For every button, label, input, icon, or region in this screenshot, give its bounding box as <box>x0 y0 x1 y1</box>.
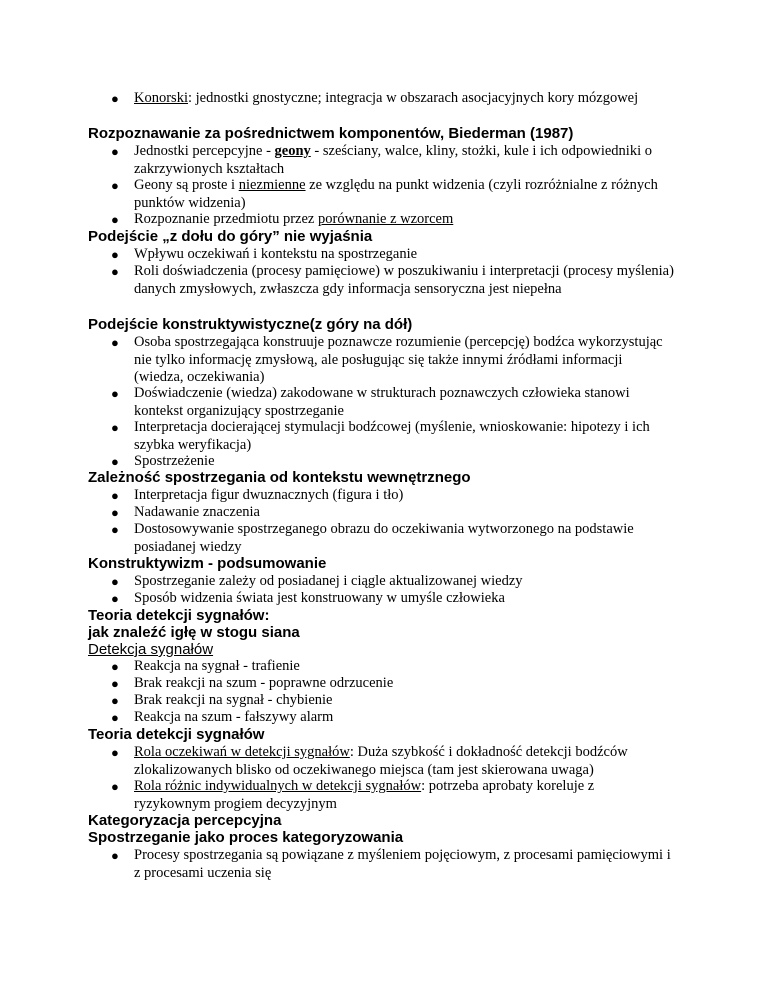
list-item-text: Reakcja na sygnał - trafienie <box>134 658 300 674</box>
section-heading: Teoria detekcji sygnałów: <box>88 607 270 624</box>
bullet-icon: ● <box>111 676 119 691</box>
list-item <box>134 143 674 178</box>
section-heading: Zależność spostrzegania od kontekstu wewnętrznego <box>88 469 471 486</box>
section-heading: Podejście „z dołu do góry” nie wyjaśnia <box>88 228 373 245</box>
underlined-term: niezmienne <box>238 177 306 193</box>
list-item <box>134 177 674 212</box>
list-item <box>134 504 674 522</box>
bullet-icon: ● <box>111 659 119 674</box>
underlined-term: Rola oczekiwań w detekcji sygnałów <box>134 744 350 760</box>
bullet-icon: ● <box>111 91 119 106</box>
list-item <box>134 487 674 505</box>
bullet-icon: ● <box>111 522 119 537</box>
list-item-text: Rozpoznanie przedmiotu przez <box>134 211 318 227</box>
list-item <box>134 692 674 710</box>
list-item <box>134 675 674 693</box>
bullet-icon: ● <box>111 144 119 159</box>
underlined-term: Rola różnic indywidualnych w detekcji sygnałów <box>134 778 422 794</box>
list-item-text: Geony są proste i <box>134 177 239 193</box>
list-item <box>134 658 674 676</box>
list-item <box>134 590 674 608</box>
list-item-text: : potrzeba aprobaty koreluje z ryzykownym progiem decyzyjnym <box>134 778 595 812</box>
bullet-icon: ● <box>111 178 119 193</box>
list-item-text: Wpływu oczekiwań i kontekstu na spostrzeganie <box>134 246 418 262</box>
list-item-text: Spostrzeżenie <box>134 453 215 469</box>
list-item-text: : Duża szybkość i dokładność detekcji bodźców zlokalizowanych blisko od oczekiwanego miejsca (tam jest skierowana uwaga) <box>134 744 628 778</box>
bullet-icon: ● <box>111 264 119 279</box>
section-heading: Spostrzeganie jako proces kategoryzowania <box>88 829 404 846</box>
list-item <box>134 90 674 108</box>
bullet-icon: ● <box>111 505 119 520</box>
list-item <box>134 744 674 779</box>
bullet-icon: ● <box>111 848 119 863</box>
list-item-text: ze względu na punkt widzenia (czyli rozróżnialne z różnych punktów widzenia) <box>134 177 658 211</box>
bullet-icon: ● <box>111 591 119 606</box>
list-item <box>134 211 674 229</box>
bullet-icon: ● <box>111 574 119 589</box>
bullet-icon: ● <box>111 693 119 708</box>
list-item <box>134 419 674 454</box>
list-item-text: Roli doświadczenia (procesy pamięciowe) w poszukiwaniu i interpretacji (procesy myślenia) danych zmysłowych, zwłaszcza gdy informacja sensoryczna jest niepełna <box>134 263 674 297</box>
section-heading: Konstruktywizm - podsumowanie <box>88 555 327 572</box>
list-item <box>134 573 674 591</box>
list-item-text: Interpretacja figur dwuznacznych (figura i tło) <box>134 487 404 503</box>
bullet-icon: ● <box>111 420 119 435</box>
list-item-text: Reakcja na szum - fałszywy alarm <box>134 709 334 725</box>
list-item-text: - sześciany, walce, kliny, stożki, kule i ich odpowiedniki o zakrzywionych kształtach <box>134 143 652 177</box>
list-item-text: Brak reakcji na szum - poprawne odrzucenie <box>134 675 394 691</box>
list-item <box>134 521 674 556</box>
list-item <box>134 778 674 813</box>
underlined-term: geony <box>274 143 311 159</box>
list-item <box>134 453 674 471</box>
section-heading: Rozpoznawanie za pośrednictwem komponentów, Biederman (1987) <box>88 125 574 142</box>
list-item-text: Interpretacja docierającej stymulacji bodźcowej (myślenie, wnioskowanie: hipotezy i ich szybka weryfikacja) <box>134 419 650 453</box>
list-item <box>134 263 674 298</box>
section-heading: Teoria detekcji sygnałów <box>88 726 265 743</box>
bullet-icon: ● <box>111 335 119 350</box>
bullet-icon: ● <box>111 247 119 262</box>
list-item-text: Doświadczenie (wiedza) zakodowane w strukturach poznawczych człowieka stanowi kontekst organizujący spostrzeganie <box>134 385 630 419</box>
bullet-icon: ● <box>111 710 119 725</box>
bullet-icon: ● <box>111 212 119 227</box>
bullet-icon: ● <box>111 454 119 469</box>
list-item-text: Dostosowywanie spostrzeganego obrazu do oczekiwania wytworzonego na podstawie posiadanej wiedzy <box>134 521 634 555</box>
section-heading: Podejście konstruktywistyczne(z góry na dół) <box>88 316 413 333</box>
underlined-term: porównanie z wzorcem <box>318 211 454 227</box>
list-item-text: Osoba spostrzegająca konstruuje poznawcze rozumienie (percepcję) bodźca wykorzystując nie tylko informację zmysłową, ale posługując się także innymi źródłami informacji (wiedza, oczekiwania) <box>134 334 663 385</box>
list-item <box>134 847 674 882</box>
bullet-icon: ● <box>111 488 119 503</box>
underlined-term: Konorski <box>134 90 188 106</box>
list-item-text: Spostrzeganie zależy od posiadanej i ciągle aktualizowanej wiedzy <box>134 573 523 589</box>
list-item <box>134 334 674 387</box>
section-heading: jak znaleźć igłę w stogu siana <box>88 624 300 641</box>
list-item <box>134 385 674 420</box>
bullet-icon: ● <box>111 386 119 401</box>
list-item-text: Brak reakcji na sygnał - chybienie <box>134 692 333 708</box>
list-item-text: Sposób widzenia świata jest konstruowany w umyśle człowieka <box>134 590 505 606</box>
bullet-icon: ● <box>111 779 119 794</box>
list-item-text: Procesy spostrzegania są powiązane z myśleniem pojęciowym, z procesami pamięciowymi i z procesami uczenia się <box>134 847 671 881</box>
list-item-text: Jednostki percepcyjne - <box>134 143 275 159</box>
list-item <box>134 246 674 264</box>
list-item <box>134 709 674 727</box>
bullet-icon: ● <box>111 745 119 760</box>
list-item-text: : jednostki gnostyczne; integracja w obszarach asocjacyjnych kory mózgowej <box>187 90 639 106</box>
section-heading: Kategoryzacja percepcyjna <box>88 812 282 829</box>
list-item-text: Nadawanie znaczenia <box>134 504 260 520</box>
subheading: Detekcja sygnałów <box>88 641 214 658</box>
